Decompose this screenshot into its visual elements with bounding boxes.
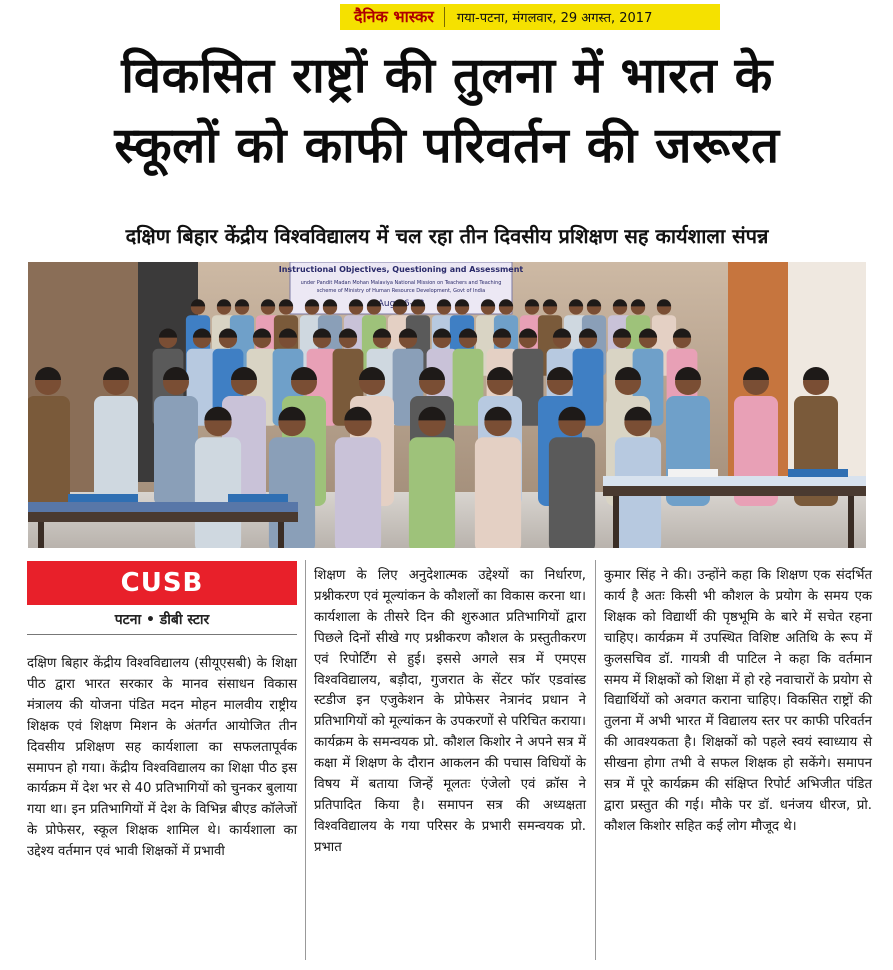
banner-dates: Aug 26-28 <box>377 299 425 309</box>
participant-body <box>195 437 241 548</box>
group-photo-illustration <box>28 262 866 548</box>
participant-body <box>154 396 198 506</box>
participant-body <box>409 437 455 548</box>
participant-body <box>335 437 381 548</box>
article-column-2: शिक्षण के लिए अनुदेशात्मक उद्देश्यों का निर्धारण, प्रश्नीकरण एवं मूल्यांकन के कौशलों का विकास करना था। कार्यशाला के तीसरे दिन की शुरुआत प्रतिभागियों द्वारा पिछले दिनों सीखे गए प्रश्नीकरण कौशल के प्रस्तुतीकरण एवं रिपोर्टिंग से हुई। इससे अगले सत्र में एमएस विश्वविद्यालय, बड़ौदा, गुजरात के सेंटर फॉर एडवांस्ड स्टडीज इन एजुकेशन के प्रोफेसर नेत्रानंद प्रधान ने प्रतिभागियों को मूल्यांकन के उपकरणों से परिचित कराया। कार्यक्रम के समन्वयक प्रो. कौशल किशोर ने अपने सत्र में कक्षा में शिक्षण के दौरान आकलन की पचास विधियों के विषय में बताया जिन्हें मूलतः एंजेलो एवं क्रॉस ने प्रतिपादित किया है। समापन सत्र की अध्यक्षता विश्वविद्यालय के गया परिसर के प्रभारी समन्वयक प्रो. प्रभात <box>314 568 586 855</box>
subheadline: दक्षिण बिहार केंद्रीय विश्वविद्यालय में चल रहा तीन दिवसीय प्रशिक्षण सह कार्यशाला संपन्न <box>125 224 769 248</box>
dateline: गया-पटना, मंगलवार, 29 अगस्त, 2017 <box>456 11 653 26</box>
participant-body <box>269 437 315 548</box>
group-photo <box>28 262 866 548</box>
headline-line-1: विकसित राष्ट्रों की तुलना में भारत के <box>121 47 773 104</box>
column-divider-2 <box>595 560 596 960</box>
participant-body <box>94 396 138 506</box>
column-divider-1 <box>305 560 306 960</box>
headline-line-2: स्कूलों को काफी परिवर्तन की जरूरत <box>114 117 780 174</box>
participant-body <box>28 396 70 506</box>
article-column-1: दक्षिण बिहार केंद्रीय विश्वविद्यालय (सीयूएसबी) के शिक्षा पीठ द्वारा भारत सरकार के मानव संसाधन विकास मंत्रालय की योजना पंडित मदन मोहन मालवीय राष्ट्रीय शिक्षक एवं शिक्षण मिशन के अंतर्गत आयोजित तीन दिवसीय प्रशिक्षण सह कार्यशाला का सफलतापूर्वक समापन हो गया। केंद्रीय विश्वविद्यालय का शिक्षा पीठ इस कार्यक्रम में देश भर से 40 प्रतिभागियों को चुनकर बुलाया गया था। इन प्रतिभागियों में देश के विभिन्न बीएड कॉलेजों के प्रोफेसर, स्कूल शिक्षक शामिल थे। कार्यशाला का उद्देश्य वर्तमान एवं भावी शिक्षकों में प्रभावी <box>27 656 297 860</box>
participant-body <box>549 437 595 548</box>
article-column-3: कुमार सिंह ने की। उन्होंने कहा कि शिक्षण एक संदर्भित कार्य है अतः किसी भी कौशल के प्रयोग के समय एक शिक्षक को विद्यार्थी की पृष्ठभूमि के बारे में सचेत रहना चाहिए। कार्यक्रम में उपस्थित विशिष्ट अतिथि के रूप में कुलसचिव डॉ. गायत्री वी पाटिल ने कहा कि वर्तमान समय में शिक्षकों को शिक्षा में हो रहे नवाचारों के प्रयोग से विद्यार्थियों को अवगत कराना चाहिए। विकसित राष्ट्रों की तुलना में अभी भारत में विद्यालय स्तर पर काफी परिवर्तन की आवश्यकता है। शिक्षकों को पहले स्वयं स्वाध्याय से सीखना होगा तभी वे सफल शिक्षक हो सकेंगे। समापन सत्र में पूरे कार्यक्रम की संक्षिप्त रिपोर्ट अभिजीत पंडित द्वारा प्रस्तुत की गई। मौके पर डॉ. धनंजय धीरज, प्रो. कौशल किशोर सहित कई लोग मौजूद थे। <box>604 568 872 834</box>
banner-line-2: under Pandit Madan Mohan Malaviya National Mission on Teachers and Teaching <box>300 280 502 286</box>
masthead-strip <box>340 4 720 30</box>
cusb-tag: CUSB <box>27 561 297 605</box>
banner-title: Instructional Objectives, Questioning and Assessment <box>278 265 524 274</box>
byline: पटना • डीबी स्टार <box>27 606 297 635</box>
newspaper-logo: दैनिक भास्कर <box>340 7 445 27</box>
participant-body <box>475 437 521 548</box>
banner-line-3: scheme of Ministry of Human Resource Development, Govt of India <box>316 288 486 294</box>
